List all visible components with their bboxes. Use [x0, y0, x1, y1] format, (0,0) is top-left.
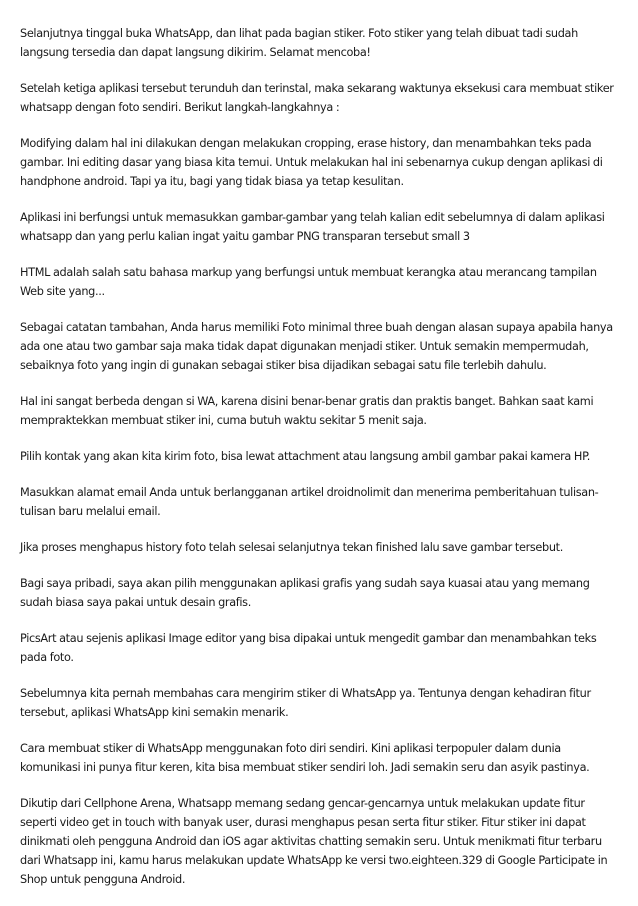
paragraph: Bagi saya pribadi, saya akan pilih menggunakan aplikasi grafis yang sudah saya kuasai atau yang memang sudah biasa saya pakai untuk desain grafis.: [20, 577, 590, 609]
paragraph: Aplikasi ini berfungsi untuk memasukkan gambar-gambar yang telah kalian edit sebelumnya di dalam aplikasi whatsapp dan yang perlu kalian ingat yaitu gambar PNG transparan tersebut small 3: [20, 211, 605, 243]
paragraph: Pilih kontak yang akan kita kirim foto, bisa lewat attachment atau langsung ambil gambar pakai kamera HP.: [20, 450, 591, 463]
paragraph: HTML adalah salah satu bahasa markup yang berfungsi untuk membuat kerangka atau merancang tampilan Web site yang...: [20, 266, 597, 298]
paragraph: Dikutip dari Cellphone Arena, Whatsapp memang sedang gencar-gencarnya untuk melakukan update fitur seperti video get in touch with banyak user, durasi menghapus pesan serta fitur stiker. Fitur stiker ini dapat dinikmati oleh pengguna Android dan iOS agar aktivitas chatting semakin seru. Untuk menikmati fitur terbaru dari Whatsapp ini, kamu harus melakukan update WhatsApp ke versi two.eighteen.329 di Google Participate in Shop untuk pengguna Android.: [20, 797, 608, 886]
paragraph: Sebelumnya kita pernah membahas cara mengirim stiker di WhatsApp ya. Tentunya dengan kehadiran fitur tersebut, aplikasi WhatsApp kini semakin menarik.: [20, 687, 591, 719]
paragraph: Modifying dalam hal ini dilakukan dengan melakukan cropping, erase history, dan menambahkan teks pada gambar. Ini editing dasar yang biasa kita temui. Untuk melakukan hal ini sebenarnya cukup dengan aplikasi di handphone android. Tapi ya itu, bagi yang tidak biasa ya tetap kesulitan.: [20, 137, 603, 188]
paragraph: Sebagai catatan tambahan, Anda harus memiliki Foto minimal three buah dengan alasan supaya apabila hanya ada one atau two gambar saja maka tidak dapat digunakan menjadi stiker. Untuk semakin mempermudah, sebaiknya foto yang ingin di gunakan sebagai stiker bisa dijadikan sebagai satu file terlebih dahulu.: [20, 321, 613, 372]
paragraph: Masukkan alamat email Anda untuk berlangganan artikel droidnolimit dan menerima pemberitahuan tulisan-tulisan baru melalui email.: [20, 486, 599, 518]
paragraph: PicsArt atau sejenis aplikasi Image editor yang bisa dipakai untuk mengedit gambar dan menambahkan teks pada foto.: [20, 632, 597, 664]
paragraph: Selanjutnya tinggal buka WhatsApp, dan lihat pada bagian stiker. Foto stiker yang telah dibuat tadi sudah langsung tersedia dan dapat langsung dikirim. Selamat mencoba!: [20, 27, 578, 59]
paragraph: Cara membuat stiker di WhatsApp menggunakan foto diri sendiri. Kini aplikasi terpopuler dalam dunia komunikasi ini punya fitur keren, kita bisa membuat stiker sendiri loh. Jadi semakin seru dan asyik pastinya.: [20, 742, 590, 774]
paragraph: Jika proses menghapus history foto telah selesai selanjutnya tekan finished lalu save gambar tersebut.: [20, 541, 563, 554]
document-body: [20, 24, 620, 906]
paragraph: Hal ini sangat berbeda dengan si WA, karena disini benar-benar gratis dan praktis banget. Bahkan saat kami mempraktekkan membuat stiker ini, cuma butuh waktu sekitar 5 menit saja.: [20, 395, 594, 427]
paragraph: Setelah ketiga aplikasi tersebut terunduh dan terinstal, maka sekarang waktunya eksekusi cara membuat stiker whatsapp dengan foto sendiri. Berikut langkah-langkahnya :: [20, 82, 614, 114]
